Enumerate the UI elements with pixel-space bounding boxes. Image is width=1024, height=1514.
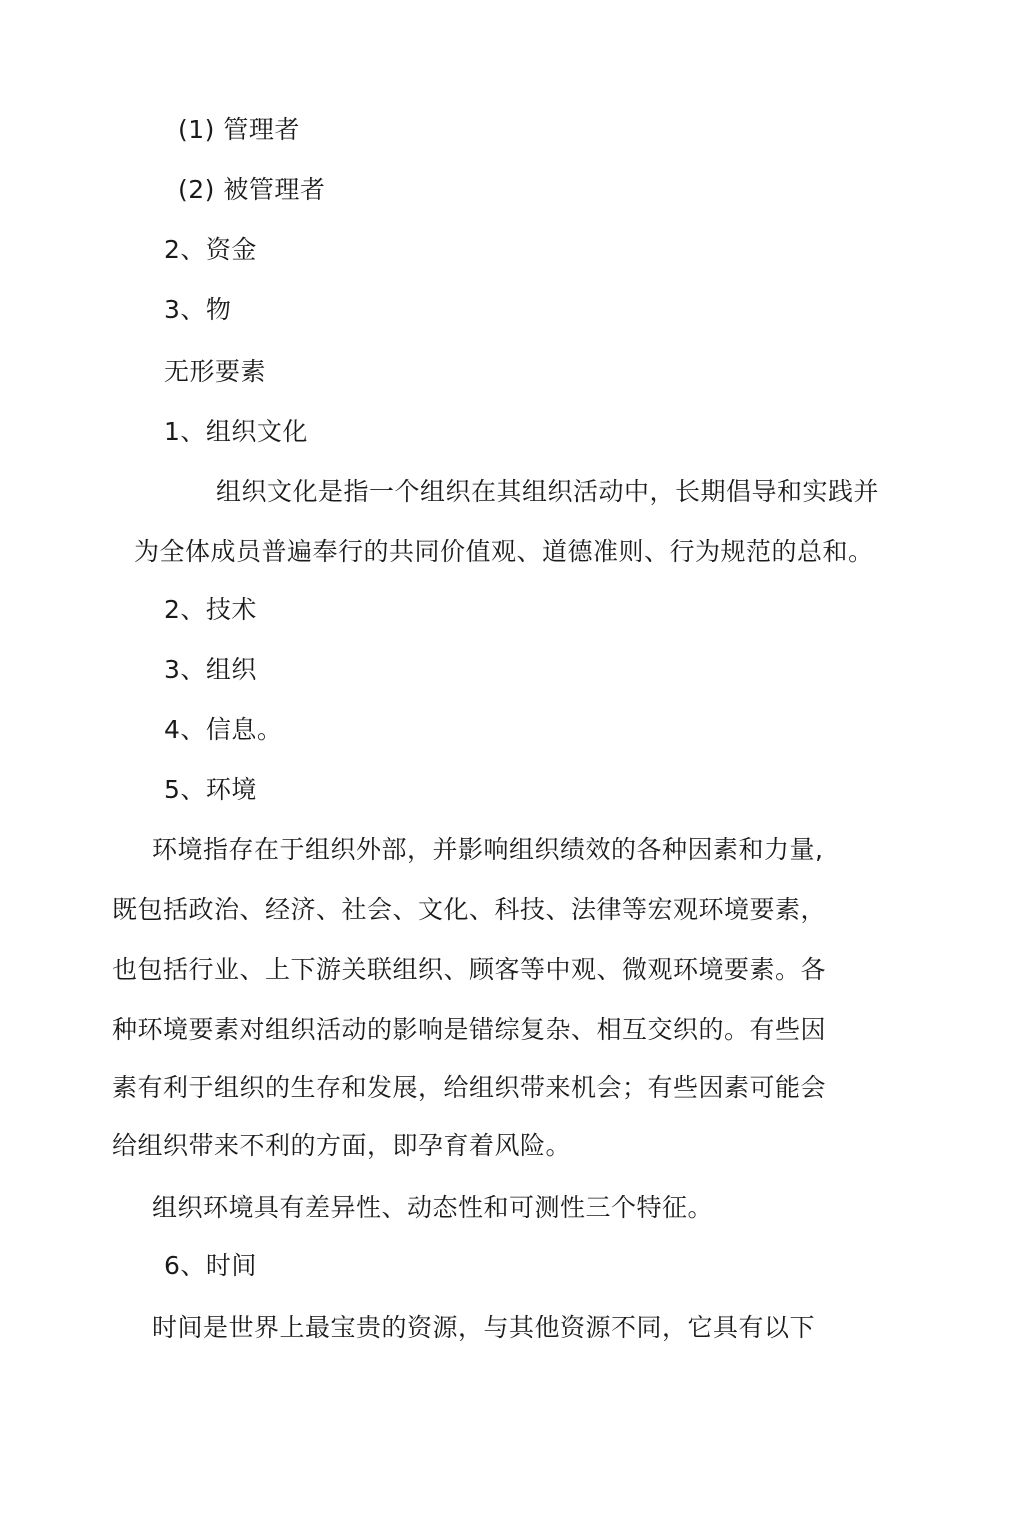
text-line-7: 组织文化是指一个组织在其组织活动中，长期倡导和实践并 — [216, 477, 880, 506]
text-line-17: 素有利于组织的生存和发展，给组织带来机会；有些因素可能会 — [112, 1073, 827, 1102]
text-line-12: 5、环境 — [164, 775, 257, 804]
text-line-18: 给组织带来不利的方面，即孕育着风险。 — [112, 1131, 572, 1160]
text-line-16: 种环境要素对组织活动的影响是错综复杂、相互交织的。有些因 — [112, 1015, 827, 1044]
text-line-6: 1、组织文化 — [164, 417, 308, 446]
text-line-8: 为全体成员普遍奉行的共同价值观、道德准则、行为规范的总和。 — [134, 537, 874, 566]
text-line-4: 3、物 — [164, 295, 232, 324]
text-line-13: 环境指存在于组织外部，并影响组织绩效的各种因素和力量, — [152, 835, 824, 864]
text-line-5: 无形要素 — [164, 357, 267, 386]
text-line-1: (1) 管理者 — [178, 115, 300, 144]
text-line-10: 3、组织 — [164, 655, 257, 684]
text-line-15: 也包括行业、上下游关联组织、顾客等中观、微观环境要素。各 — [112, 955, 827, 984]
text-line-2: (2) 被管理者 — [178, 175, 326, 204]
text-line-19: 组织环境具有差异性、动态性和可测性三个特征。 — [152, 1193, 714, 1222]
text-line-20: 6、时间 — [164, 1251, 257, 1280]
text-line-11: 4、信息。 — [164, 715, 283, 744]
text-line-14: 既包括政治、经济、社会、文化、科技、法律等宏观环境要素， — [112, 895, 827, 924]
text-line-21: 时间是世界上最宝贵的资源，与其他资源不同，它具有以下 — [152, 1313, 816, 1342]
text-line-9: 2、技术 — [164, 595, 257, 624]
text-line-3: 2、资金 — [164, 235, 257, 264]
